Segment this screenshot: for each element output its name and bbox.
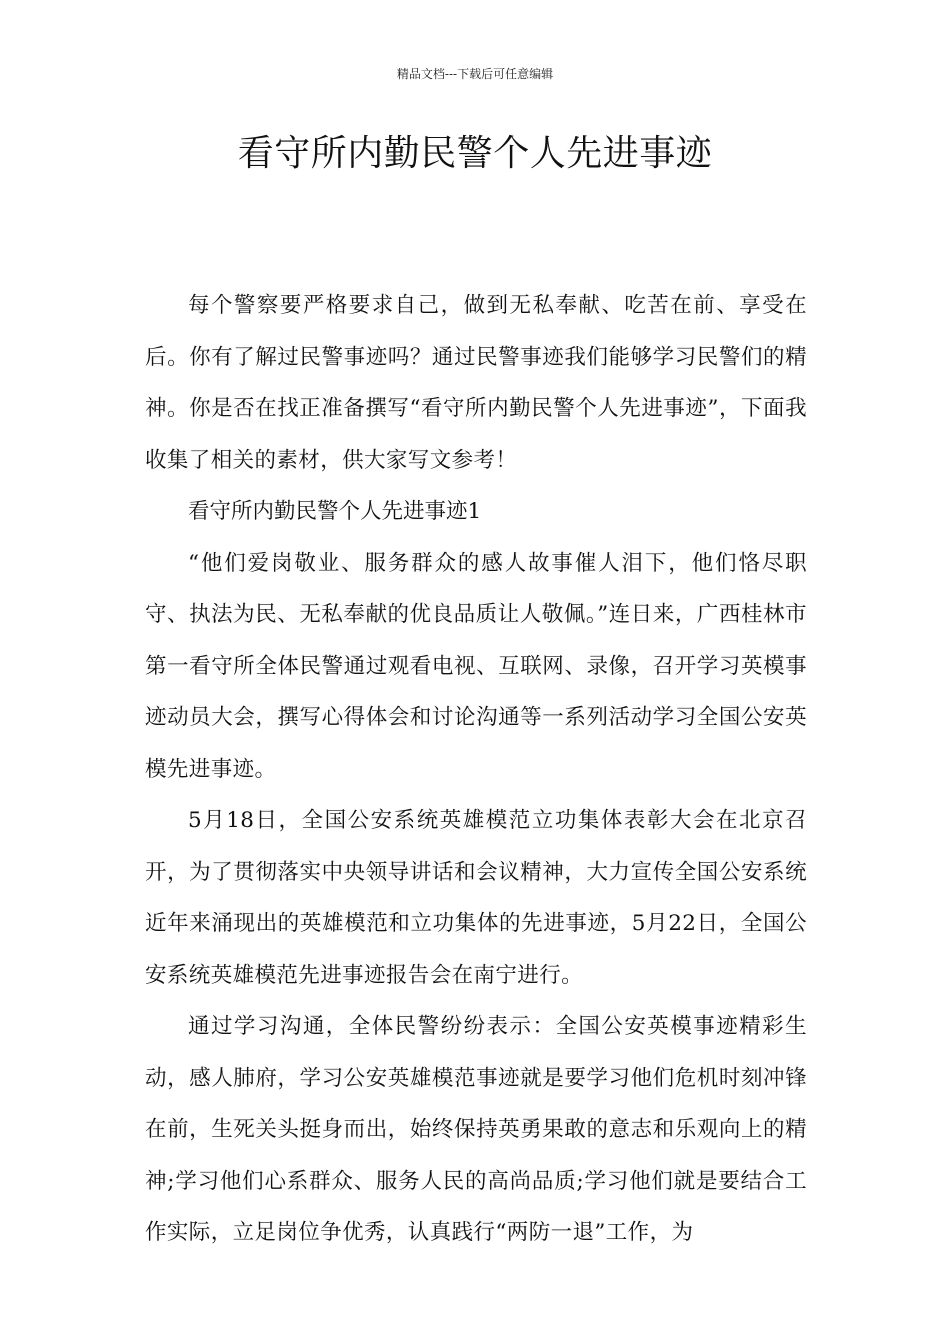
intro-paragraph: 每个警察要严格要求自己，做到无私奉献、吃苦在前、享受在后。你有了解过民警事迹吗？通过民警事迹我们能够学习民警们的精神。你是否在找正准备撰写“看守所内勤民警个人先进事迹”，下面我收集了相关的素材，供大家写文参考！ (145, 293, 807, 473)
body-paragraph: “他们爱岗敬业、服务群众的感人故事催人泪下，他们恪尽职守、执法为民、无私奉献的优良品质让人敬佩。”连日来，广西桂林市第一看守所全体民警通过观看电视、互联网、录像，召开学习英模事迹动员大会，撰写心得体会和讨论沟通等一系列活动学习全国公安英模先进事迹。 (145, 550, 807, 782)
body-paragraph: 通过学习沟通，全体民警纷纷表示：全国公安英模事迹精彩生动，感人肺府，学习公安英雄模范事迹就是要学习他们危机时刻冲锋在前，生死关头挺身而出，始终保持英勇果敢的意志和乐观向上的精神;学习他们心系群众、服务人民的高尚品质;学习他们就是要结合工作实际，立足岗位争优秀，认真践行“两防一退”工作，为 (145, 1014, 807, 1245)
body-paragraph: 5月18日，全国公安系统英雄模范立功集体表彰大会在北京召开，为了贯彻落实中央领导讲话和会议精神，大力宣传全国公安系统近年来涌现出的英雄模范和立功集体的先进事迹，5月22日，全国公安系统英雄模范先进事迹报告会在南宁进行。 (145, 808, 807, 988)
document-title: 看守所内勤民警个人先进事迹 (237, 133, 713, 174)
section-heading: 看守所内勤民警个人先进事迹1 (188, 499, 482, 524)
document-body (145, 280, 807, 1259)
header-note: 精品文档---下载后可任意编辑 (396, 67, 554, 81)
